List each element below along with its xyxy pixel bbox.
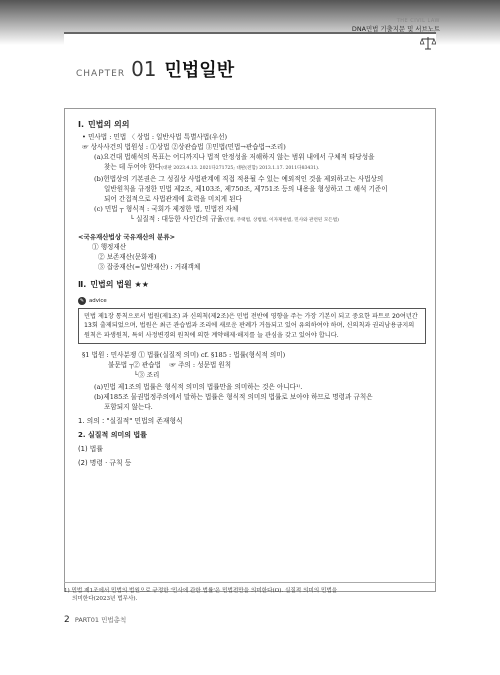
section-heading-1 — [78, 120, 426, 130]
text-line — [78, 162, 426, 174]
chapter-number: 01 — [131, 57, 157, 81]
advice-icon: ✎ — [79, 298, 85, 304]
text-line: └③ 조리 — [134, 371, 160, 380]
text-run: └ 실질적 : 대등한 사인간의 규율 — [130, 215, 224, 223]
subheading: (2) 명령 · 규칙 등 — [78, 459, 132, 468]
chapter-label: CHAPTER — [76, 69, 126, 79]
subheading: 2. 실질적 의미의 법률 — [78, 431, 147, 440]
text-line: ☞ 상사사건의 법원성 : ①상법 ②상관습법 ③민법(민법→관습법→조리) — [82, 143, 286, 151]
scales-icon — [420, 36, 436, 50]
advice-tag — [78, 296, 107, 306]
advice-box: 민법 제1장 통칙으로서 법원(제1조) 과 신의칙(제2조)은 민법 전반에 영향을 주는 가장 기본이 되고 중요한 파트로 20여년간 13회 출제되었으며, 법원은 최근 관습법과 조리에 새로운 판례가 거듭되고 있어 유의하여야 하며, 신의칙과 권리남용금지의 원칙은 파생원칙, 특히 사정변경의 원칙에 의한 계약해제·해지를 늘 관심을 갖고 있어야 합니다. — [78, 308, 426, 344]
advice-label: advice — [89, 298, 107, 304]
section-heading-2 — [78, 280, 426, 290]
brand-title: DNA민법 기출지문 및 서브노트 — [351, 25, 440, 33]
text-run: ☞ 주의 : 성문법 원칙 — [169, 361, 232, 370]
importance-stars: ★★ — [134, 280, 149, 289]
subheading: (1) 법률 — [78, 445, 103, 454]
text-line: (a)민법 제1조의 법률은 형식적 의미의 법률만을 의미하는 것은 아니다¹⁾. — [94, 383, 303, 392]
list-item: ③ 잡종재산(=일반재산) : 거래객체 — [98, 263, 201, 271]
section-number: Ⅰ. — [78, 120, 85, 129]
text-line: (b)제185조 물권법정주의에서 말하는 법률은 형식적 의미의 법률로 보아야 하므로 명령과 규칙은 — [94, 393, 373, 402]
chapter-heading — [76, 56, 234, 82]
list-item: ② 보존재산(문화재) — [98, 253, 157, 261]
citation: (대판 2023.4.13. 2021다271725; 대판(전합) 2013.1.17. 2011다83431). — [161, 166, 320, 171]
part-title: PART01 민법총칙 — [74, 616, 127, 624]
book-brand — [352, 18, 440, 33]
text-line: §1 법원 : 민사분쟁 ① 법률(실질적 의미) cf. §185 : 법률(형식적 의미) — [82, 351, 286, 360]
page-number: 2 — [64, 615, 70, 625]
text-line: 포함되지 않는다. — [104, 403, 153, 412]
text-line: 일반원칙을 규정한 민법 제2조, 제103조, 제750조, 제751조 등의 내용을 형성하고 그 해석 기준이 — [104, 185, 388, 193]
footnote-line: 의미한다(2023년 법무사). — [72, 596, 138, 603]
section-title: 민법의 법원 — [90, 280, 132, 289]
text-line: (c) 민법 ┬ 형식적 : 국회가 제정한 법, 민법전 자체 — [94, 205, 239, 213]
box-title: <국유재산법상 국유재산의 분류> — [78, 233, 176, 241]
section-title: 민법의 의의 — [88, 120, 130, 129]
text-line: • 민사법 : 민법 〈 상법 : 일반사법 특별사법(우선) — [82, 133, 228, 141]
text-run: 불문법 ┬② 관습법 — [108, 361, 161, 370]
section-number: Ⅱ. — [78, 280, 87, 289]
footnote-line: 1) 민법 제1조에서 민법의 법원으로 규정한 '민사에 관한 법률'은 민법전만을 의미한다(O). 실질적 의미의 민법을 — [64, 588, 338, 594]
list-item: ① 행정재산 — [92, 243, 127, 251]
text-line — [78, 360, 426, 370]
text-line: (a)요건대 법해석의 목표는 어디까지나 법적 안정성을 저해하지 않는 범위 내에서 구체적 타당성을 — [94, 153, 375, 161]
brand-small: THE CIVIL LAW — [396, 18, 440, 24]
text-line — [78, 214, 426, 226]
page-footer — [64, 615, 126, 625]
subheading: 1. 의의 : "실질적" 민법의 존재형식 — [78, 417, 183, 426]
text-line: 되어 간접적으로 사법관계에 효력을 미치게 된다 — [104, 195, 242, 203]
content-body — [78, 118, 426, 468]
footnote — [64, 582, 436, 604]
text-run: 찾는 데 두어야 한다 — [104, 163, 162, 171]
chapter-title: 민법일반 — [164, 60, 235, 81]
text-line: (b)헌법상의 기본권은 그 성질상 사법관계에 직접 적용될 수 있는 예외적인 것을 제외하고는 사법상의 — [94, 175, 384, 183]
note-run: (민법, 주택법, 상법법, 이자제한법, 민사와 관련된 모든법) — [223, 218, 339, 223]
